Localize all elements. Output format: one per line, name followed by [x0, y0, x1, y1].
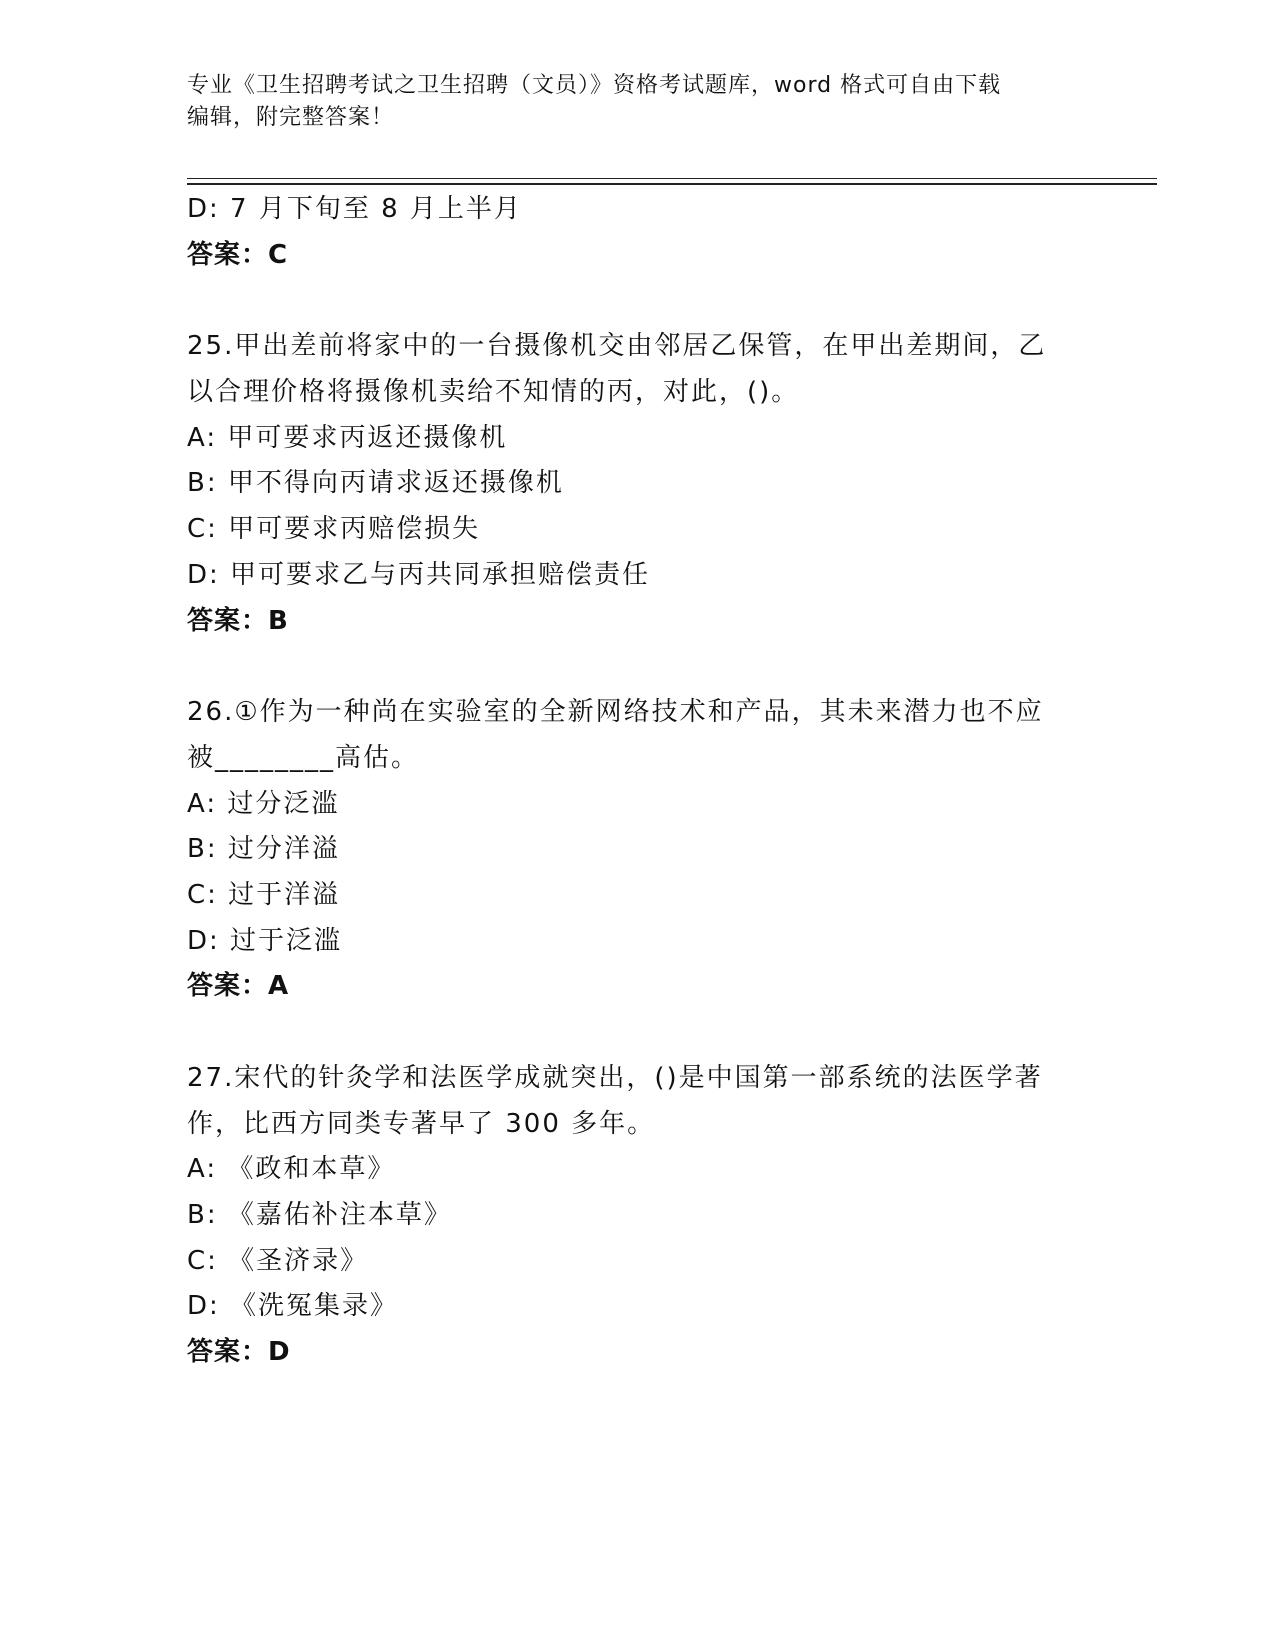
option-b: B: 过分洋溢 — [187, 834, 340, 865]
spacer — [187, 1010, 1087, 1056]
question-content — [187, 187, 1087, 1376]
header-divider-thick — [187, 183, 1157, 185]
question-25 — [187, 324, 1087, 644]
header-line-1: 专业《卫生招聘考试之卫生招聘（文员）》资格考试题库，word 格式可自由下载 — [187, 73, 1002, 98]
option-d: D: 《洗冤集录》 — [187, 1291, 399, 1322]
option-b: B: 甲不得向丙请求返还摄像机 — [187, 468, 564, 499]
header-line-2: 编辑，附完整答案！ — [187, 105, 395, 130]
option-c: C: 过于洋溢 — [187, 879, 341, 910]
document-header — [187, 70, 1067, 134]
option-b: B: 《嘉佑补注本草》 — [187, 1200, 452, 1231]
question-stem: 作，比西方同类专著早了 300 多年。 — [187, 1108, 656, 1139]
option-c: C: 《圣济录》 — [187, 1245, 369, 1276]
option-a: A: 甲可要求丙返还摄像机 — [187, 422, 508, 453]
question-27 — [187, 1056, 1087, 1376]
option-d: D: 7 月下旬至 8 月上半月 — [187, 194, 522, 224]
option-d: D: 过于泛滥 — [187, 925, 343, 956]
question-stem: 26.①作为一种尚在实验室的全新网络技术和产品，其未来潜力也不应 — [187, 697, 1044, 728]
answer-line: 答案：B — [187, 605, 289, 636]
option-c: C: 甲可要求丙赔偿损失 — [187, 514, 481, 545]
option-d: D: 甲可要求乙与丙共同承担赔偿责任 — [187, 559, 651, 590]
option-a: A: 过分泛滥 — [187, 788, 340, 819]
spacer — [187, 278, 1087, 324]
question-stem: 被________高估。 — [187, 742, 420, 773]
answer-line: 答案：C — [187, 239, 289, 270]
question-stem: 25.甲出差前将家中的一台摄像机交由邻居乙保管，在甲出差期间，乙 — [187, 331, 1047, 362]
question-stem: 27.宋代的针灸学和法医学成就突出，()是中国第一部系统的法医学著 — [187, 1063, 1043, 1093]
answer-line: 答案：D — [187, 1337, 291, 1368]
question-stem: 以合理价格将摄像机卖给不知情的丙，对此，()。 — [187, 377, 800, 408]
header-divider-thin — [187, 178, 1157, 179]
answer-line: 答案：A — [187, 971, 290, 1002]
spacer — [187, 644, 1087, 690]
question-26 — [187, 690, 1087, 1010]
option-a: A: 《政和本草》 — [187, 1154, 396, 1185]
